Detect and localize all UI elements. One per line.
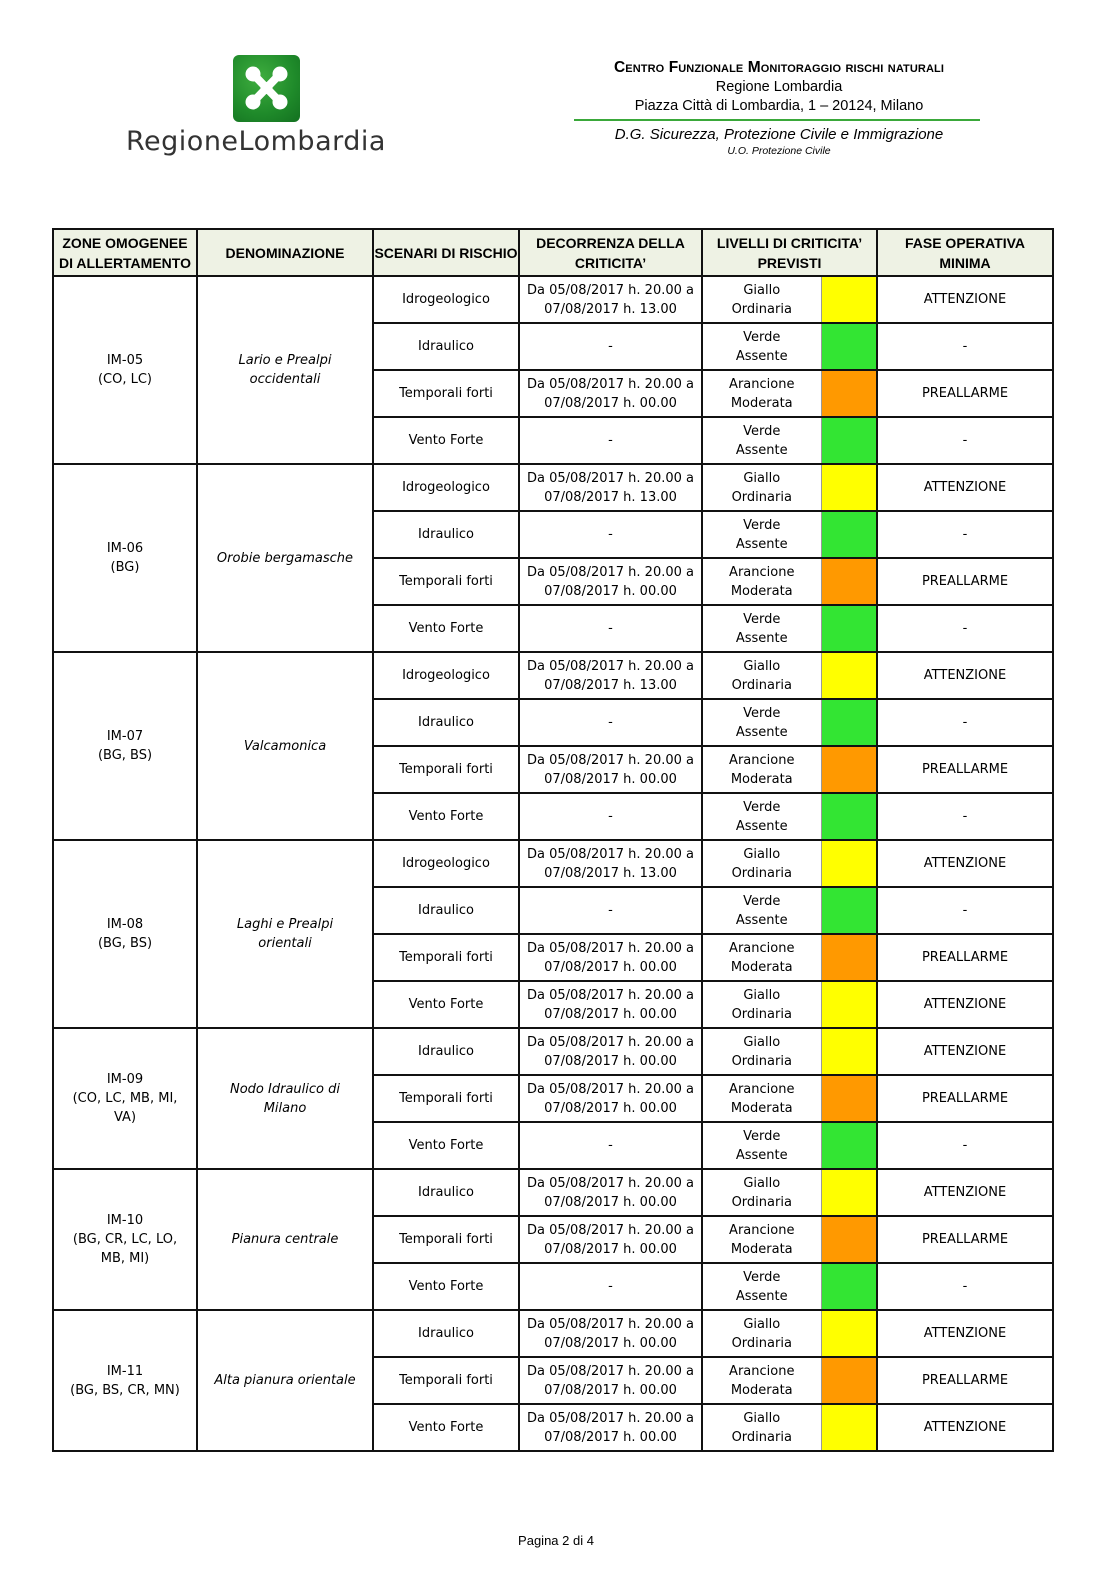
decorrenza-cell: -	[519, 793, 702, 840]
fase-operativa-cell: PREALLARME	[877, 934, 1053, 981]
criticity-color-swatch	[821, 934, 877, 981]
zone-code: IM-05	[106, 353, 144, 368]
criticity-color-swatch	[821, 370, 877, 417]
criticity-level-cell	[702, 699, 821, 746]
criticity-color-name: Verde	[743, 423, 781, 439]
fase-operativa-cell: ATTENZIONE	[877, 276, 1053, 323]
zone-name	[197, 840, 373, 1028]
document-header	[566, 58, 992, 157]
criticity-level: Assente	[735, 536, 788, 552]
decorrenza-cell: -	[519, 605, 702, 652]
criticity-level: Ordinaria	[731, 1194, 792, 1210]
criticity-level: Assente	[735, 442, 788, 458]
criticity-level-cell	[702, 558, 821, 605]
scenario-cell: Idraulico	[373, 323, 519, 370]
criticity-color-name: Verde	[743, 1269, 781, 1285]
header-region: Regione Lombardia	[715, 79, 843, 95]
criticity-level: Assente	[735, 818, 788, 834]
fase-operativa-cell: -	[877, 1122, 1053, 1169]
criticity-level-cell	[702, 417, 821, 464]
scenario-cell: Idraulico	[373, 1310, 519, 1357]
header-divider	[574, 119, 980, 121]
scenario-cell: Idrogeologico	[373, 840, 519, 887]
scenario-cell: Temporali forti	[373, 934, 519, 981]
criticity-level-cell	[702, 981, 821, 1028]
criticity-color-name: Arancione	[729, 1081, 795, 1097]
criticity-color-swatch	[821, 652, 877, 699]
zone-provinces: (BG, BS)	[97, 748, 153, 763]
scenario-cell: Idraulico	[373, 1028, 519, 1075]
decorrenza-to: 07/08/2017 h. 13.00	[544, 865, 677, 881]
decorrenza-cell	[519, 276, 702, 323]
zone-name-text: Orobie bergamasche	[216, 550, 354, 566]
scenario-cell: Vento Forte	[373, 1122, 519, 1169]
criticity-level-cell	[702, 1169, 821, 1216]
header-address: Piazza Città di Lombardia, 1 – 20124, Milano	[634, 98, 924, 114]
decorrenza-to: 07/08/2017 h. 00.00	[544, 1053, 677, 1069]
fase-operativa-cell: ATTENZIONE	[877, 1169, 1053, 1216]
criticity-level-cell	[702, 511, 821, 558]
fase-operativa-cell: PREALLARME	[877, 558, 1053, 605]
criticity-level-cell	[702, 370, 821, 417]
decorrenza-to: 07/08/2017 h. 00.00	[544, 1382, 677, 1398]
decorrenza-to: 07/08/2017 h. 00.00	[544, 771, 677, 787]
zone-provinces: (CO, LC, MB, MI, VA)	[72, 1091, 178, 1125]
table-row	[53, 840, 1053, 887]
criticity-level: Ordinaria	[731, 1429, 792, 1445]
decorrenza-cell	[519, 1404, 702, 1451]
fase-operativa-cell: -	[877, 699, 1053, 746]
criticity-color-swatch	[821, 511, 877, 558]
decorrenza-to: 07/08/2017 h. 00.00	[544, 1194, 677, 1210]
scenario-cell: Temporali forti	[373, 370, 519, 417]
zone-name	[197, 464, 373, 652]
zone-provinces: (CO, LC)	[97, 372, 153, 387]
criticity-level: Assente	[735, 1288, 788, 1304]
criticity-level: Moderata	[730, 583, 793, 599]
criticity-color-name: Giallo	[743, 1034, 781, 1050]
zone-name-text: Valcamonica	[243, 738, 327, 754]
decorrenza-cell	[519, 464, 702, 511]
zone-cell	[53, 464, 197, 652]
decorrenza-cell: -	[519, 511, 702, 558]
decorrenza-from: Da 05/08/2017 h. 20.00 a	[527, 1222, 694, 1238]
criticity-color-swatch	[821, 840, 877, 887]
criticity-color-name: Verde	[743, 799, 781, 815]
decorrenza-to: 07/08/2017 h. 00.00	[544, 583, 677, 599]
table-row	[53, 276, 1053, 323]
decorrenza-cell: -	[519, 699, 702, 746]
criticity-color-name: Arancione	[729, 940, 795, 956]
criticity-level: Ordinaria	[731, 865, 792, 881]
decorrenza-from: Da 05/08/2017 h. 20.00 a	[527, 1316, 694, 1332]
criticity-level: Moderata	[730, 1382, 793, 1398]
zone-name-text: Alta pianura orientale	[214, 1373, 356, 1388]
criticity-color-swatch	[821, 323, 877, 370]
criticity-level-cell	[702, 934, 821, 981]
zone-code: IM-07	[106, 729, 144, 744]
table-header-row	[53, 229, 1053, 276]
fase-operativa-cell: -	[877, 417, 1053, 464]
zone-name	[197, 276, 373, 464]
criticity-color-name: Arancione	[729, 752, 795, 768]
col-header-denominazione: DENOMINAZIONE	[197, 229, 373, 276]
zone-code: IM-11	[106, 1363, 144, 1379]
logo-wordmark: RegioneLombardia	[126, 126, 386, 157]
criticity-level-cell	[702, 323, 821, 370]
decorrenza-cell	[519, 1357, 702, 1404]
criticity-color-name: Giallo	[743, 846, 781, 862]
criticity-level: Moderata	[730, 771, 793, 787]
criticity-color-name: Giallo	[743, 282, 781, 298]
criticity-level-cell	[702, 1310, 821, 1357]
criticity-color-swatch	[821, 417, 877, 464]
scenario-cell: Vento Forte	[373, 1404, 519, 1451]
criticity-color-swatch	[821, 1357, 877, 1404]
criticity-level-cell	[702, 1216, 821, 1263]
criticity-level: Assente	[735, 724, 788, 740]
zone-name-text: Lario e Prealpi occidentali	[238, 353, 332, 387]
criticity-level: Ordinaria	[731, 489, 792, 505]
criticity-level-cell	[702, 1075, 821, 1122]
scenario-cell: Idraulico	[373, 699, 519, 746]
criticity-color-swatch	[821, 1075, 877, 1122]
decorrenza-cell	[519, 934, 702, 981]
criticity-level-cell	[702, 746, 821, 793]
rosa-camuna-icon	[233, 55, 300, 122]
criticity-color-swatch	[821, 558, 877, 605]
criticity-color-swatch	[821, 276, 877, 323]
scenario-cell: Idrogeologico	[373, 652, 519, 699]
zone-provinces: (BG, CR, LC, LO, MB, MI)	[72, 1232, 178, 1266]
fase-operativa-cell: ATTENZIONE	[877, 981, 1053, 1028]
criticity-color-name: Verde	[743, 611, 781, 627]
zone-name	[197, 1028, 373, 1169]
zone-provinces: (BG, BS, CR, MN)	[70, 1382, 180, 1398]
criticity-color-name: Arancione	[729, 1363, 795, 1379]
zone-name	[197, 1169, 373, 1310]
criticity-level: Assente	[735, 630, 788, 646]
fase-operativa-cell: ATTENZIONE	[877, 1310, 1053, 1357]
fase-operativa-cell: PREALLARME	[877, 1075, 1053, 1122]
decorrenza-cell	[519, 652, 702, 699]
decorrenza-from: Da 05/08/2017 h. 20.00 a	[527, 282, 694, 298]
criticity-level: Moderata	[730, 959, 793, 975]
scenario-cell: Temporali forti	[373, 1075, 519, 1122]
decorrenza-from: Da 05/08/2017 h. 20.00 a	[527, 658, 694, 674]
criticity-color-name: Giallo	[743, 1316, 781, 1332]
scenario-cell: Temporali forti	[373, 1357, 519, 1404]
scenario-cell: Vento Forte	[373, 793, 519, 840]
criticity-level-cell	[702, 464, 821, 511]
scenario-cell: Idrogeologico	[373, 276, 519, 323]
zone-name-text: Nodo Idraulico di Milano	[230, 1081, 340, 1116]
criticity-level: Ordinaria	[731, 301, 792, 317]
criticity-color-swatch	[821, 464, 877, 511]
fase-operativa-cell: -	[877, 511, 1053, 558]
decorrenza-cell: -	[519, 417, 702, 464]
criticity-color-swatch	[821, 1216, 877, 1263]
criticity-level-cell	[702, 887, 821, 934]
scenario-cell: Temporali forti	[373, 558, 519, 605]
fase-operativa-cell: PREALLARME	[877, 370, 1053, 417]
criticity-level-cell	[702, 1404, 821, 1451]
col-header-scenari: SCENARI DI RISCHIO	[373, 229, 519, 276]
criticity-color-name: Arancione	[729, 376, 795, 392]
fase-operativa-cell: -	[877, 793, 1053, 840]
zone-cell	[53, 840, 197, 1028]
decorrenza-cell: -	[519, 887, 702, 934]
criticity-level-cell	[702, 840, 821, 887]
fase-operativa-cell: ATTENZIONE	[877, 464, 1053, 511]
criticity-color-swatch	[821, 605, 877, 652]
decorrenza-from: Da 05/08/2017 h. 20.00 a	[527, 940, 694, 956]
table-row	[53, 464, 1053, 511]
criticity-color-swatch	[821, 1122, 877, 1169]
decorrenza-to: 07/08/2017 h. 13.00	[544, 677, 677, 693]
zone-code: IM-09	[106, 1072, 144, 1087]
decorrenza-from: Da 05/08/2017 h. 20.00 a	[527, 1410, 694, 1426]
criticity-level-cell	[702, 276, 821, 323]
criticity-level: Moderata	[730, 395, 793, 411]
criticity-color-name: Verde	[743, 893, 781, 909]
table-row	[53, 1169, 1053, 1216]
criticity-color-swatch	[821, 699, 877, 746]
criticity-color-name: Giallo	[743, 470, 781, 486]
decorrenza-from: Da 05/08/2017 h. 20.00 a	[527, 1081, 694, 1097]
fase-operativa-cell: -	[877, 1263, 1053, 1310]
header-unit: U.O. Protezione Civile	[727, 145, 831, 157]
fase-operativa-cell: -	[877, 887, 1053, 934]
decorrenza-cell	[519, 840, 702, 887]
decorrenza-to: 07/08/2017 h. 13.00	[544, 489, 677, 505]
criticity-level: Ordinaria	[731, 677, 792, 693]
decorrenza-cell: -	[519, 1263, 702, 1310]
decorrenza-cell: -	[519, 323, 702, 370]
decorrenza-cell	[519, 1075, 702, 1122]
decorrenza-cell	[519, 1216, 702, 1263]
criticity-level-cell	[702, 1357, 821, 1404]
regione-lombardia-logo	[110, 50, 430, 170]
decorrenza-from: Da 05/08/2017 h. 20.00 a	[527, 1034, 694, 1050]
scenario-cell: Idrogeologico	[373, 464, 519, 511]
decorrenza-cell	[519, 1169, 702, 1216]
decorrenza-cell	[519, 746, 702, 793]
col-header-fase: FASE OPERATIVA MINIMA	[877, 229, 1053, 276]
alert-table	[52, 228, 1054, 1452]
decorrenza-cell	[519, 370, 702, 417]
col-header-zone: ZONE OMOGENEE DI ALLERTAMENTO	[53, 229, 197, 276]
scenario-cell: Vento Forte	[373, 981, 519, 1028]
scenario-cell: Idraulico	[373, 887, 519, 934]
fase-operativa-cell: PREALLARME	[877, 1216, 1053, 1263]
table-row	[53, 1028, 1053, 1075]
criticity-level-cell	[702, 652, 821, 699]
zone-code: IM-08	[106, 917, 144, 932]
table-row	[53, 652, 1053, 699]
decorrenza-cell	[519, 558, 702, 605]
zone-name-text: Laghi e Prealpi orientali	[236, 917, 334, 951]
zone-cell	[53, 1310, 197, 1451]
decorrenza-from: Da 05/08/2017 h. 20.00 a	[527, 846, 694, 862]
criticity-color-name: Arancione	[729, 1222, 795, 1238]
criticity-color-swatch	[821, 746, 877, 793]
scenario-cell: Temporali forti	[373, 1216, 519, 1263]
criticity-color-name: Verde	[743, 329, 781, 345]
zone-name	[197, 1310, 373, 1451]
decorrenza-to: 07/08/2017 h. 00.00	[544, 1100, 677, 1116]
fase-operativa-cell: ATTENZIONE	[877, 1404, 1053, 1451]
zone-cell	[53, 1028, 197, 1169]
header-title: Centro Funzionale Monitoraggio rischi naturali	[614, 59, 944, 76]
zone-cell	[53, 652, 197, 840]
scenario-cell: Idraulico	[373, 511, 519, 558]
criticity-level-cell	[702, 605, 821, 652]
table-row	[53, 1310, 1053, 1357]
zone-provinces: (BG, BS)	[97, 936, 153, 951]
fase-operativa-cell: ATTENZIONE	[877, 652, 1053, 699]
zone-cell	[53, 1169, 197, 1310]
zone-provinces: (BG)	[110, 560, 140, 575]
criticity-color-name: Giallo	[743, 987, 781, 1003]
criticity-level: Assente	[735, 348, 788, 364]
decorrenza-from: Da 05/08/2017 h. 20.00 a	[527, 470, 694, 486]
scenario-cell: Idraulico	[373, 1169, 519, 1216]
decorrenza-cell	[519, 1310, 702, 1357]
fase-operativa-cell: PREALLARME	[877, 746, 1053, 793]
criticity-color-swatch	[821, 1169, 877, 1216]
criticity-color-name: Verde	[743, 705, 781, 721]
criticity-level: Ordinaria	[731, 1335, 792, 1351]
criticity-level: Assente	[735, 1147, 788, 1163]
criticity-color-name: Giallo	[743, 658, 781, 674]
decorrenza-cell: -	[519, 1122, 702, 1169]
zone-code: IM-06	[106, 541, 144, 556]
decorrenza-to: 07/08/2017 h. 00.00	[544, 395, 677, 411]
zone-name-text: Pianura centrale	[231, 1232, 339, 1247]
decorrenza-to: 07/08/2017 h. 00.00	[544, 1335, 677, 1351]
decorrenza-to: 07/08/2017 h. 00.00	[544, 1241, 677, 1257]
criticity-level-cell	[702, 1263, 821, 1310]
criticity-color-swatch	[821, 793, 877, 840]
decorrenza-from: Da 05/08/2017 h. 20.00 a	[527, 1363, 694, 1379]
scenario-cell: Vento Forte	[373, 417, 519, 464]
criticity-color-swatch	[821, 1310, 877, 1357]
decorrenza-to: 07/08/2017 h. 00.00	[544, 1429, 677, 1445]
decorrenza-cell	[519, 981, 702, 1028]
fase-operativa-cell: -	[877, 605, 1053, 652]
zone-cell	[53, 276, 197, 464]
criticity-color-swatch	[821, 1263, 877, 1310]
fase-operativa-cell: -	[877, 323, 1053, 370]
scenario-cell: Temporali forti	[373, 746, 519, 793]
criticity-level: Moderata	[730, 1241, 793, 1257]
header-department: D.G. Sicurezza, Protezione Civile e Immigrazione	[614, 126, 944, 143]
criticity-level: Ordinaria	[731, 1006, 792, 1022]
decorrenza-to: 07/08/2017 h. 13.00	[544, 301, 677, 317]
col-header-decorrenza: DECORRENZA DELLA CRITICITA’	[519, 229, 702, 276]
scenario-cell: Vento Forte	[373, 1263, 519, 1310]
criticity-color-name: Verde	[743, 517, 781, 533]
criticity-level: Ordinaria	[731, 1053, 792, 1069]
criticity-level: Moderata	[730, 1100, 793, 1116]
criticity-color-name: Arancione	[729, 564, 795, 580]
criticity-color-swatch	[821, 981, 877, 1028]
decorrenza-cell	[519, 1028, 702, 1075]
criticity-color-swatch	[821, 1404, 877, 1451]
scenario-cell: Vento Forte	[373, 605, 519, 652]
criticity-level-cell	[702, 1122, 821, 1169]
criticity-color-name: Verde	[743, 1128, 781, 1144]
criticity-color-swatch	[821, 887, 877, 934]
decorrenza-from: Da 05/08/2017 h. 20.00 a	[527, 987, 694, 1003]
fase-operativa-cell: PREALLARME	[877, 1357, 1053, 1404]
decorrenza-to: 07/08/2017 h. 00.00	[544, 1006, 677, 1022]
fase-operativa-cell: ATTENZIONE	[877, 1028, 1053, 1075]
criticity-level-cell	[702, 1028, 821, 1075]
decorrenza-from: Da 05/08/2017 h. 20.00 a	[527, 752, 694, 768]
decorrenza-from: Da 05/08/2017 h. 20.00 a	[527, 564, 694, 580]
page-number: Pagina 2 di 4	[518, 1533, 594, 1548]
criticity-level-cell	[702, 793, 821, 840]
criticity-color-swatch	[821, 1028, 877, 1075]
decorrenza-from: Da 05/08/2017 h. 20.00 a	[527, 376, 694, 392]
zone-name	[197, 652, 373, 840]
fase-operativa-cell: ATTENZIONE	[877, 840, 1053, 887]
zone-code: IM-10	[106, 1213, 144, 1228]
col-header-livelli: LIVELLI DI CRITICITA’ PREVISTI	[702, 229, 877, 276]
criticity-color-name: Giallo	[743, 1175, 781, 1191]
criticity-color-name: Giallo	[743, 1410, 781, 1426]
decorrenza-from: Da 05/08/2017 h. 20.00 a	[527, 1175, 694, 1191]
criticity-level: Assente	[735, 912, 788, 928]
decorrenza-to: 07/08/2017 h. 00.00	[544, 959, 677, 975]
